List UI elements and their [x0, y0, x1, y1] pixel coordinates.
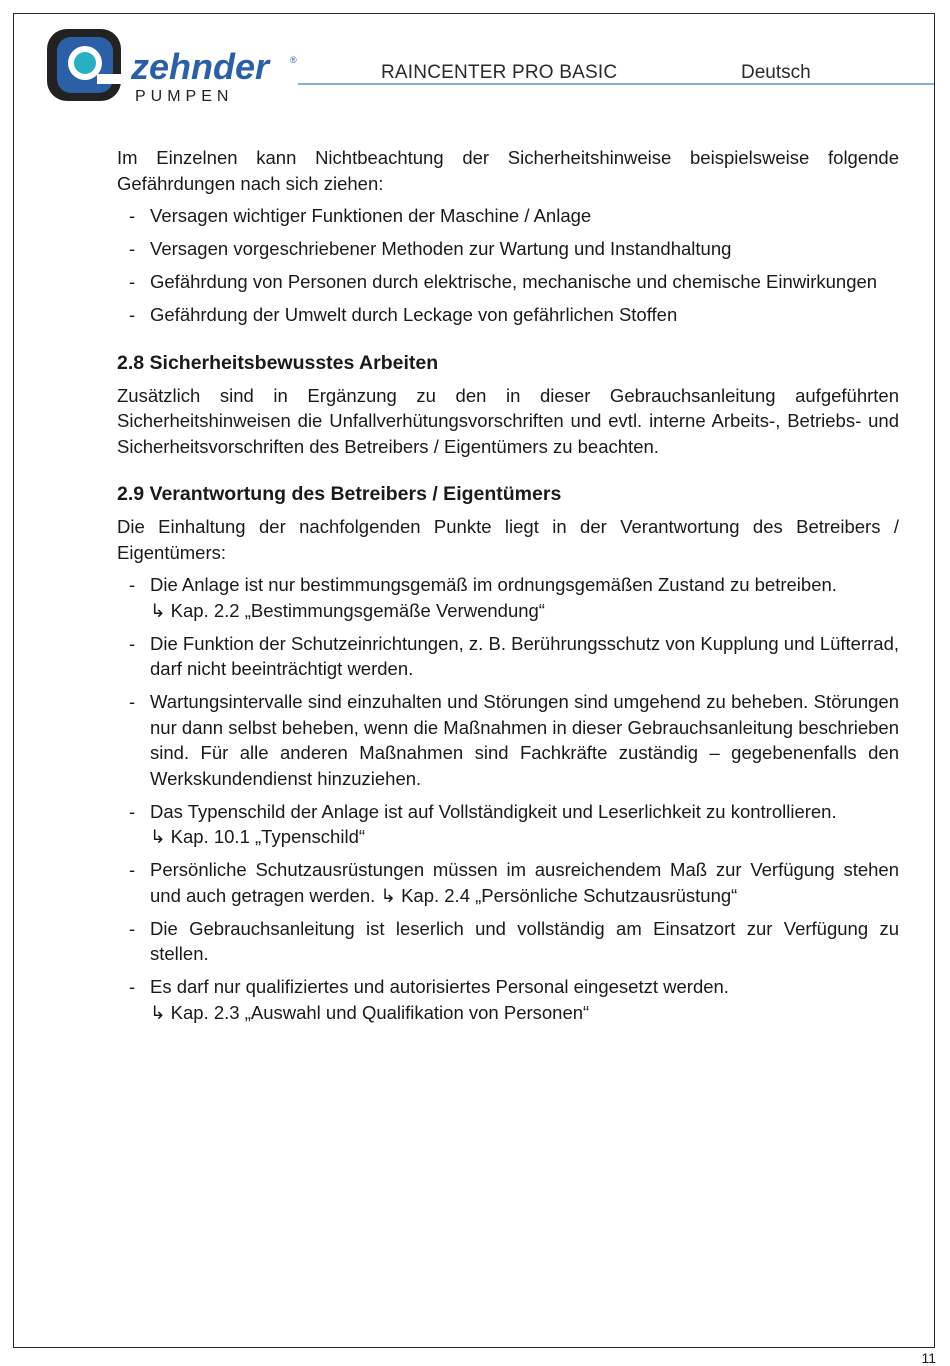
list-item: - Wartungsintervalle sind einzuhalten und Störungen sind umgehend zu beheben. Störungen nur dann selbst beheben, wenn die Maßnahmen in dieser Gebrauchsanleitung beschrieben sind. Für alle anderen Maßnahmen sind Fachkräfte zuständig – gegebenenfalls den Werkskundendienst hinzuziehen. [129, 691, 899, 789]
page-number: 11 [921, 1350, 936, 1366]
responsibility-list [117, 572, 899, 1025]
list-dash: - [129, 271, 136, 292]
list-dash: - [129, 917, 136, 939]
list-dash: - [129, 238, 136, 259]
list-item: - Es darf nur qualifiziertes und autorisiertes Personal eingesetzt werden. ↳ Kap. 2.3 „Auswahl und Qualifikation von Personen“ [129, 976, 729, 1023]
section-heading-2-9: 2.9 Verantwortung des Betreibers / Eigentümers [117, 483, 562, 505]
reference-arrow-icon: ↳ [150, 599, 166, 621]
logo-sub-text: PUMPEN [135, 88, 234, 105]
list-dash: - [129, 859, 136, 880]
logo-mark-dot [74, 52, 96, 74]
list-item: - Die Anlage ist nur bestimmungsgemäß im ordnungsgemäßen Zustand zu betreiben. ↳ Kap. 2.2 „Bestimmungsgemäße Verwendung“ [129, 574, 837, 621]
chapter-reference: Kap. 2.4 „Persönliche Schutzausrüstung“ [401, 884, 738, 906]
reference-arrow-icon: ↳ [150, 1001, 166, 1023]
chapter-reference: Kap. 10.1 „Typenschild“ [170, 826, 366, 847]
logo-brand-text: zehnder [131, 46, 270, 87]
section-2-8-paragraph: Zusätzlich sind in Ergänzung zu den in dieser Gebrauchsanleitung aufgeführten Sicherheitshinweisen die Unfallverhütungsvorschriften und evtl. interne Arbeits-, Betriebs- und Sicherheitsvorschriften des Betreibers / Eigentümers zu beachten. [117, 384, 899, 457]
document-title: RAINCENTER PRO BASIC [381, 62, 618, 83]
list-dash: - [129, 304, 136, 325]
list-item: - Die Funktion der Schutzeinrichtungen, z. B. Berührungsschutz von Kupplung und Lüfterrad, darf nicht beeinträchtigt werden. [129, 632, 899, 679]
list-item: - Das Typenschild der Anlage ist auf Vollständigkeit und Leserlichkeit zu kontrollieren. ↳ Kap. 10.1 „Typenschild“ [129, 800, 837, 847]
reference-arrow-icon: ↳ [150, 826, 166, 847]
list-item: - Persönliche Schutzausrüstungen müssen im ausreichendem Maß zur Verfügung stehen und auch getragen werden. ↳ Kap. 2.4 „Persönliche Schutzausrüstung“ [129, 859, 899, 906]
intro-paragraph: Im Einzelnen kann Nichtbeachtung der Sicherheitshinweise beispielsweise folgende Gefährdungen nach sich ziehen: [117, 147, 899, 194]
section-2-9-paragraph: Die Einhaltung der nachfolgenden Punkte liegt in der Verantwortung des Betreibers / Eigentümers: [117, 516, 899, 563]
list-item: - Gefährdung der Umwelt durch Leckage von gefährlichen Stoffen [117, 302, 899, 328]
logo-mark-cut [97, 74, 125, 84]
list-item: - Die Gebrauchsanleitung ist leserlich und vollständig am Einsatzort zur Verfügung zu stellen. [129, 917, 899, 964]
list-dash: - [129, 205, 136, 226]
list-dash: - [129, 691, 136, 712]
chapter-reference: Kap. 2.2 „Bestimmungsgemäße Verwendung“ [170, 599, 545, 621]
chapter-reference: Kap. 2.3 „Auswahl und Qualifikation von Personen“ [170, 1001, 590, 1023]
main-content [117, 145, 899, 1033]
list-dash: - [129, 574, 136, 595]
logo-registered-mark: ® [290, 55, 297, 65]
list-item: - Versagen wichtiger Funktionen der Maschine / Anlage [117, 203, 899, 229]
zehnder-logo [47, 27, 307, 105]
list-item: - Versagen vorgeschriebener Methoden zur Wartung und Instandhaltung [117, 236, 899, 262]
list-dash: - [129, 632, 136, 654]
hazard-list [117, 203, 899, 328]
list-item: - Gefährdung von Personen durch elektrische, mechanische und chemische Einwirkungen [117, 269, 899, 295]
section-heading-2-8: 2.8 Sicherheitsbewusstes Arbeiten [117, 351, 439, 374]
list-dash: - [129, 976, 136, 997]
reference-arrow-icon: ↳ [380, 884, 396, 906]
document-language: Deutsch [741, 62, 811, 83]
list-dash: - [129, 800, 136, 822]
